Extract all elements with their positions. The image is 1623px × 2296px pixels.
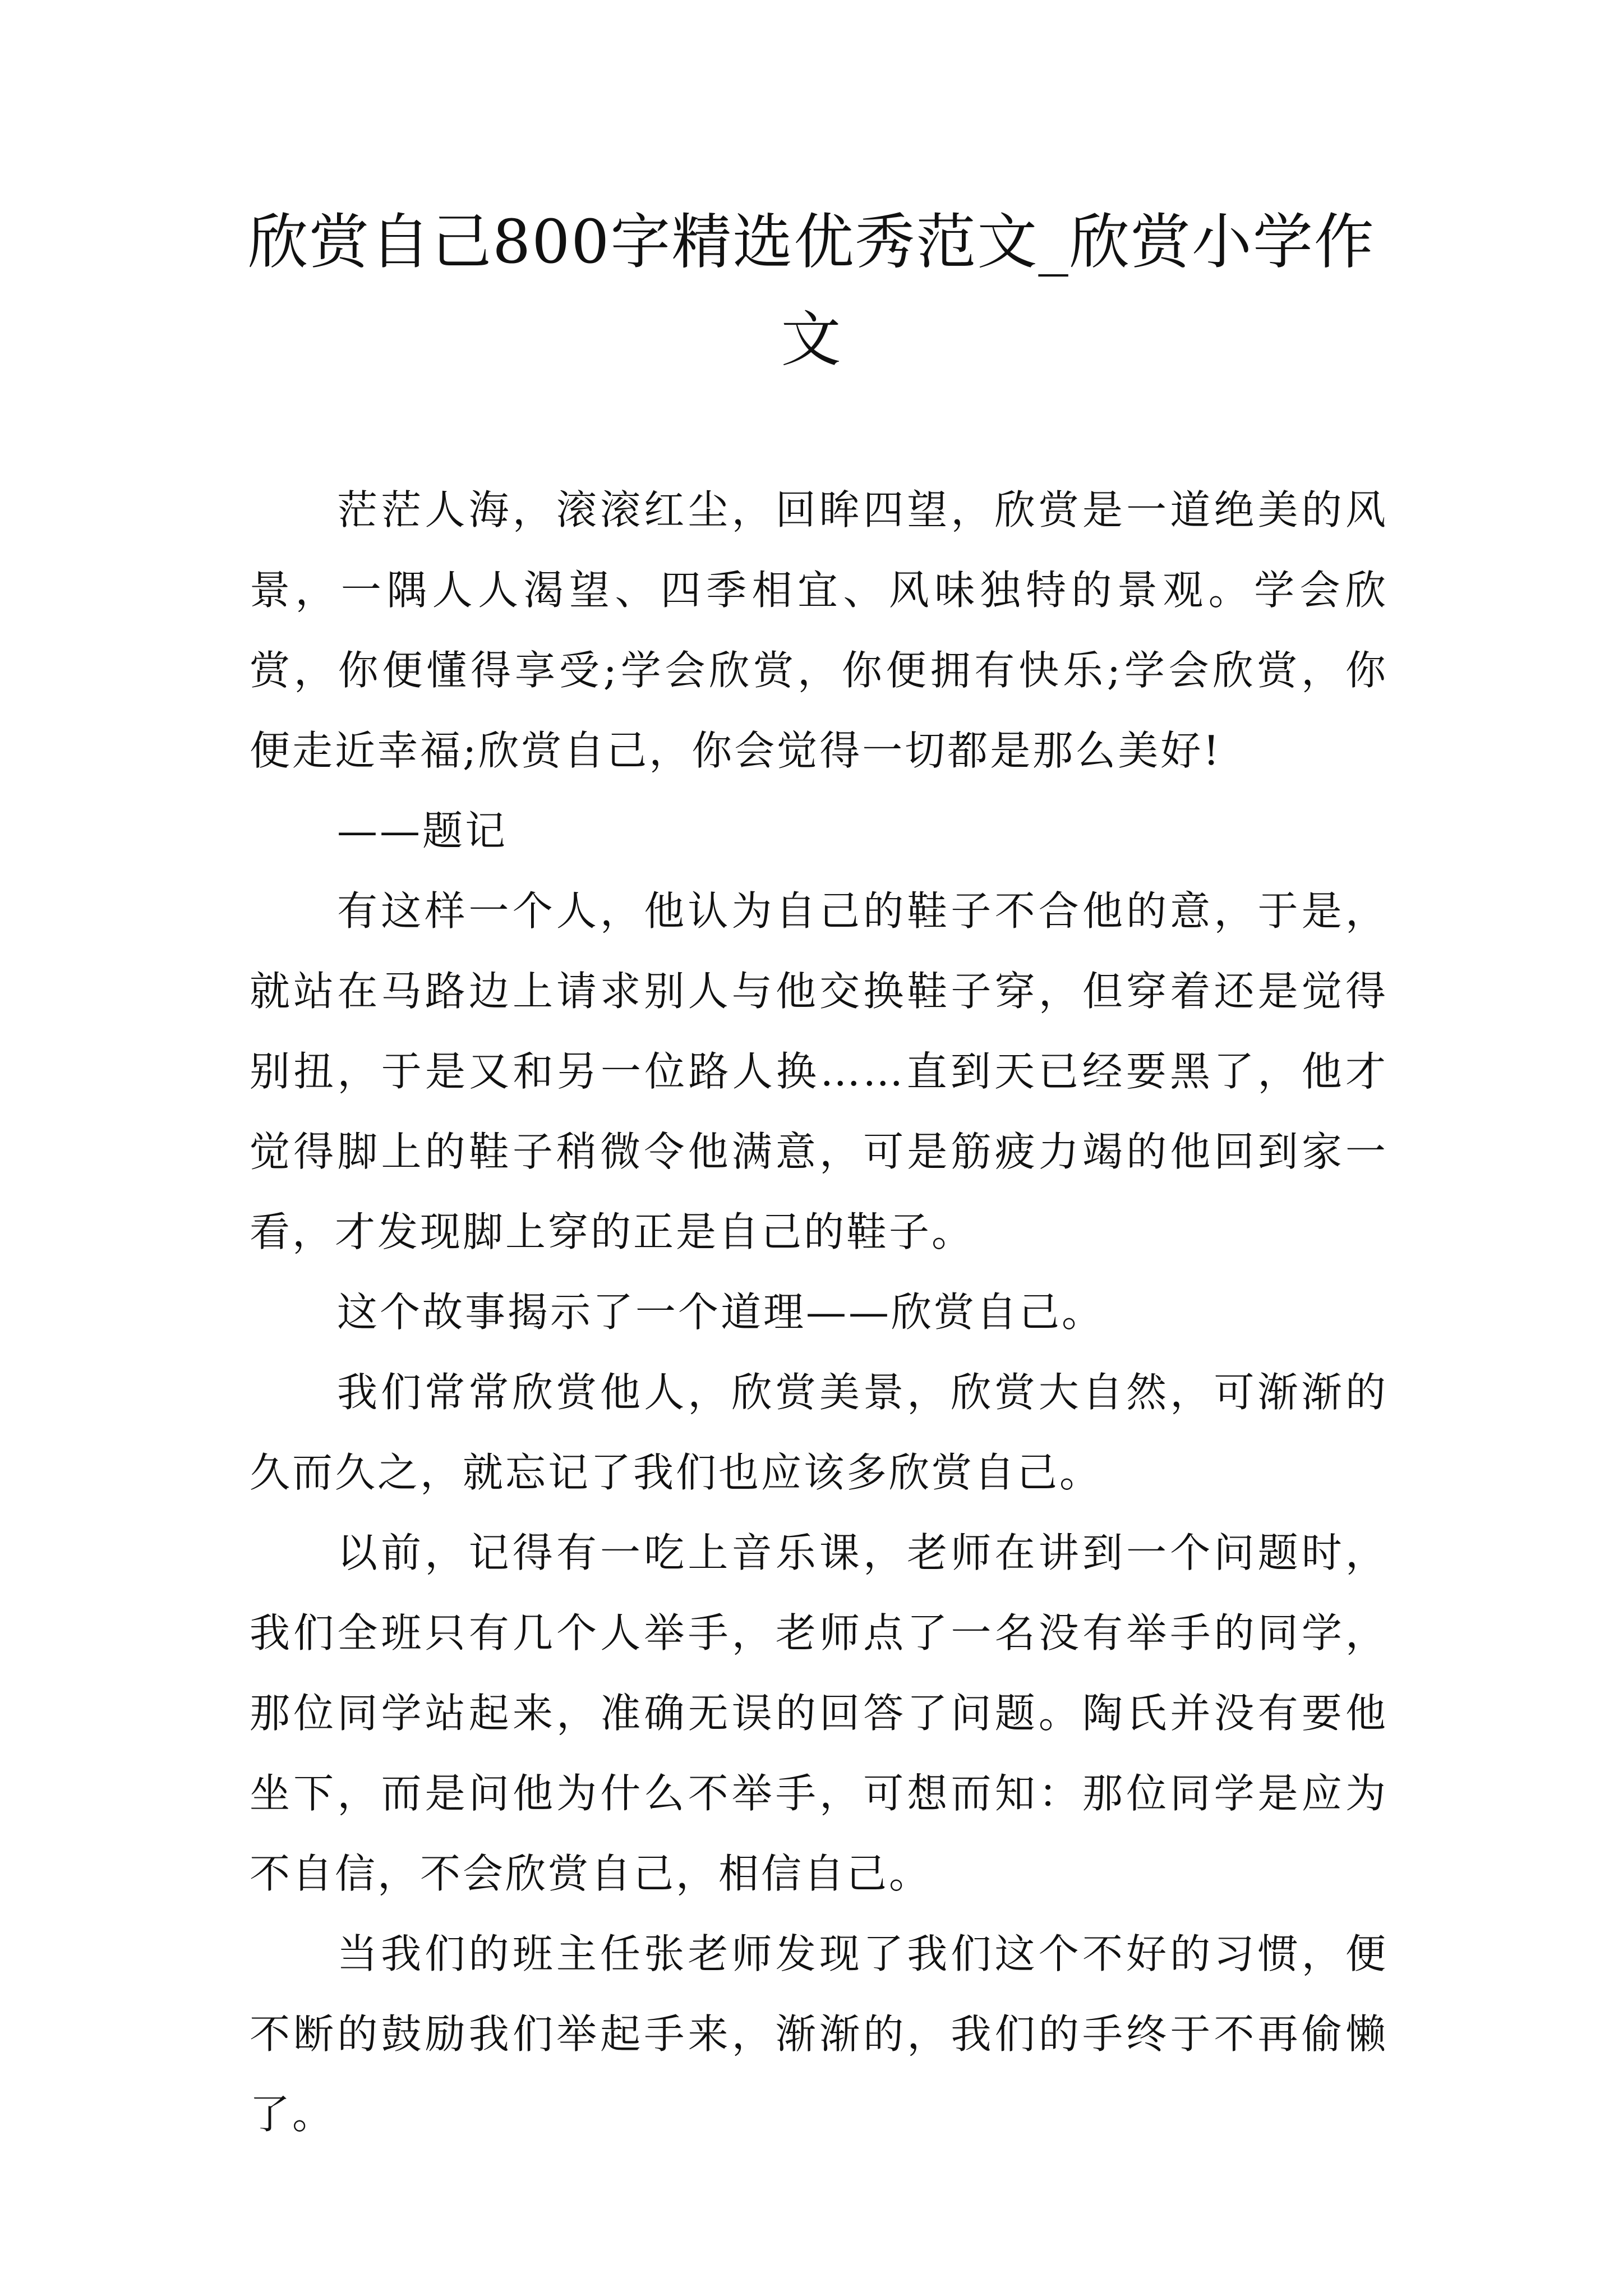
document-title: 欣赏自己800字精选优秀范文_欣赏小学作文	[248, 208, 1375, 375]
paragraph-inscription: ——题记	[337, 807, 508, 854]
paragraph-moral: 这个故事揭示了一个道理——欣赏自己。	[337, 1289, 1105, 1336]
paragraph-teacher: 当我们的班主任张老师发现了我们这个不好的习惯，便不断的鼓励我们举起手来，渐渐的，我们的手终于不再偷懒了。	[250, 1930, 1388, 2138]
paragraph-reflection: 我们常常欣赏他人，欣赏美景，欣赏大自然，可渐渐的久而久之，就忘记了我们也应该多欣赏自己。	[250, 1369, 1388, 1496]
paragraph-story: 有这样一个人，他认为自己的鞋子不合他的意，于是，就站在马路边上请求别人与他交换鞋子穿，但穿着还是觉得别扭，于是又和另一位路人换……直到天已经要黑了，他才觉得脚上的鞋子稍微令他满意，可是筋疲力竭的他回到家一看，才发现脚上穿的正是自己的鞋子。	[250, 887, 1388, 1255]
paragraph-intro: 茫茫人海，滚滚红尘，回眸四望，欣赏是一道绝美的风景，一隅人人渴望、四季相宜、风味独特的景观。学会欣赏，你便懂得享受;学会欣赏，你便拥有快乐;学会欣赏，你便走近幸福;欣赏自己，你会觉得一切都是那么美好!	[250, 486, 1388, 774]
paragraph-music-class: 以前，记得有一吃上音乐课，老师在讲到一个问题时，我们全班只有几个人举手，老师点了一名没有举手的同学，那位同学站起来，准确无误的回答了问题。陶氏并没有要他坐下，而是问他为什么不举手，可想而知：那位同学是应为不自信，不会欣赏自己，相信自己。	[250, 1529, 1388, 1897]
document-body	[250, 470, 1388, 2155]
